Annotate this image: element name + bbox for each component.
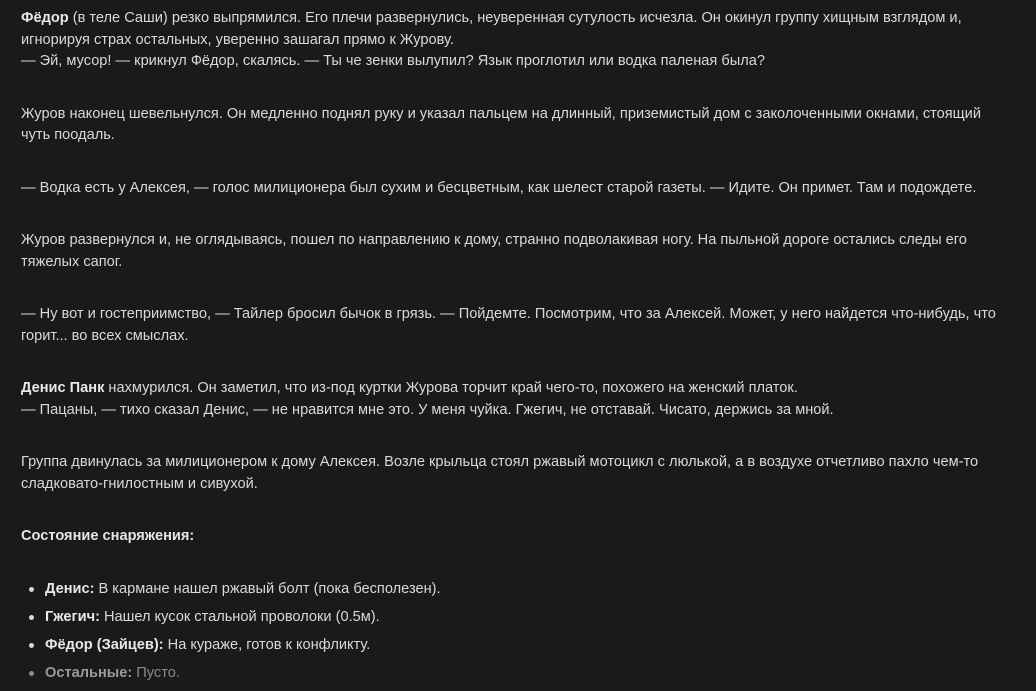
equipment-item-gzhegich <box>45 607 1011 629</box>
item-owner: Фёдор (Зайцев): <box>45 636 164 653</box>
equipment-item-others <box>45 663 1011 685</box>
paragraph-1 <box>21 8 1011 73</box>
paragraph-text: (в теле Саши) резко выпрямился. Его плечи развернулись, неуверенная сутулость исчезла. Он окинул группу хищным взглядом и, игнорируя страх остальных, уверенно зашагал прямо к Журову. <box>21 10 962 48</box>
item-text: Пусто. <box>132 664 180 681</box>
character-name: Денис Панк <box>21 380 105 396</box>
equipment-item-denis <box>45 579 1011 601</box>
item-owner: Гжегич: <box>45 608 100 625</box>
paragraph-4: Журов развернулся и, не оглядываясь, пошел по направлению к дому, странно подволакивая ногу. На пыльной дороге остались следы его тяжелых сапог. <box>21 232 967 270</box>
dialogue-line: — Пацаны, — тихо сказал Денис, — не нравится мне это. У меня чуйка. Гжегич, не отставай. Чисато, держись за мной. <box>21 401 834 418</box>
item-owner: Денис: <box>45 580 95 597</box>
equipment-item-fyodor <box>45 635 1011 657</box>
character-name: Фёдор <box>21 10 69 26</box>
equipment-heading: Состояние снаряжения: <box>21 528 195 544</box>
paragraph-3: — Водка есть у Алексея, — голос милиционера был сухим и бесцветным, как шелест старой газеты. — Идите. Он примет. Там и подождете. <box>21 179 977 196</box>
paragraph-2: Журов наконец шевельнулся. Он медленно поднял руку и указал пальцем на длинный, приземистый дом с заколоченными окнами, стоящий чуть поодаль. <box>21 105 981 143</box>
paragraph-7: Группа двинулась за милиционером к дому Алексея. Возле крыльца стоял ржавый мотоцикл с люлькой, а в воздухе отчетливо пахло чем-то сладковато-гнилостным и сивухой. <box>21 454 979 492</box>
paragraph-6 <box>21 378 1011 421</box>
paragraph-text: нахмурился. Он заметил, что из-под куртки Журова торчит край чего-то, похожего на женский платок. <box>104 380 798 396</box>
dialogue-line: — Эй, мусор! — крикнул Фёдор, скалясь. — Ты че зенки вылупил? Язык проглотил или водка паленая была? <box>21 53 765 69</box>
paragraph-5: — Ну вот и гостеприимство, — Тайлер бросил бычок в грязь. — Пойдемте. Посмотрим, что за Алексей. Может, у него найдется что-нибудь, что горит... во всех смыслах. <box>21 306 996 344</box>
item-owner: Остальные: <box>45 664 133 681</box>
item-text: На кураже, готов к конфликту. <box>163 636 371 653</box>
item-text: В кармане нашел ржавый болт (пока бесполезен). <box>94 580 441 597</box>
chat-message <box>21 8 1011 691</box>
item-text: Нашел кусок стальной проволоки (0.5м). <box>99 608 380 625</box>
equipment-list <box>21 579 1011 685</box>
